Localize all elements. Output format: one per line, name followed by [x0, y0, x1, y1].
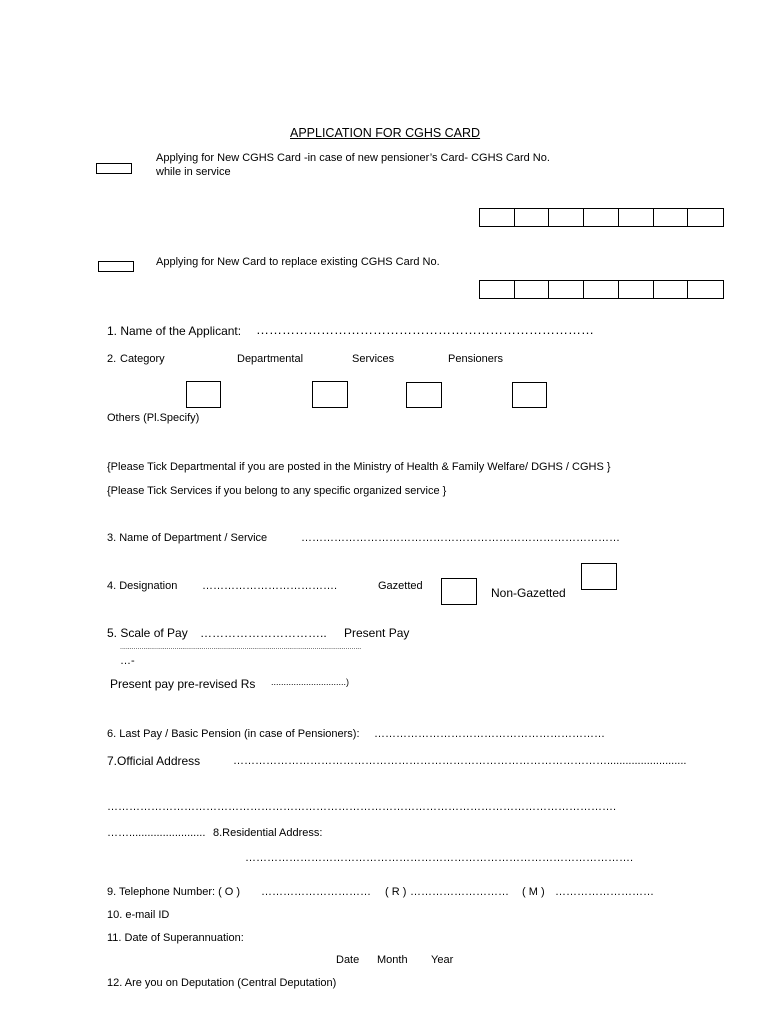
telephone-residence-label: ( R ): [385, 886, 407, 898]
pre-revised-pay-label: Present pay pre-revised Rs: [110, 677, 256, 691]
category-label: Category: [120, 353, 165, 365]
category-number: 2.: [107, 353, 117, 365]
category-others-label: Others (Pl.Specify): [107, 412, 200, 424]
scale-of-pay-field[interactable]: …………………………..: [200, 626, 327, 640]
present-pay-label: Present Pay: [344, 626, 410, 640]
telephone-label: 9. Telephone Number: ( O ): [107, 886, 241, 898]
applicant-name-label: 1. Name of the Applicant:: [107, 324, 242, 338]
card-digit-box[interactable]: [654, 281, 689, 298]
department-label: 3. Name of Department / Service: [107, 532, 268, 544]
card-digit-box[interactable]: [688, 209, 723, 226]
category-departmental-checkbox[interactable]: [186, 381, 221, 408]
card-digit-box[interactable]: [549, 209, 584, 226]
card-digit-box[interactable]: [584, 281, 619, 298]
card-digit-box[interactable]: [515, 281, 550, 298]
card-digit-box[interactable]: [688, 281, 723, 298]
gazetted-checkbox[interactable]: [441, 578, 477, 605]
category-pensioners-checkbox[interactable]: [406, 382, 442, 408]
replace-card-number-boxes[interactable]: [479, 280, 724, 299]
scale-of-pay-label: 5. Scale of Pay: [107, 626, 188, 640]
new-card-number-boxes[interactable]: [479, 208, 724, 227]
new-card-checkbox[interactable]: [96, 163, 132, 174]
category-departmental-label: Departmental: [237, 353, 304, 365]
email-label: 10. e-mail ID: [107, 909, 170, 921]
deputation-label: 12. Are you on Deputation (Central Deputation): [107, 977, 337, 989]
gazetted-label: Gazetted: [378, 580, 423, 592]
official-address-field-line2[interactable]: ………………………………………………………………………………………………………………………….: [107, 801, 617, 813]
category-services-checkbox[interactable]: [312, 381, 348, 408]
present-pay-field[interactable]: ............................................................................................................................: [120, 644, 362, 651]
category-pensioners-label: Pensioners: [448, 353, 504, 365]
non-gazetted-label: Non-Gazetted: [491, 586, 566, 600]
last-pay-field[interactable]: ………………………………………………………: [374, 728, 605, 740]
designation-field[interactable]: ……………………………….: [202, 580, 338, 592]
card-digit-box[interactable]: [584, 209, 619, 226]
card-digit-box[interactable]: [619, 281, 654, 298]
last-pay-label: 6. Last Pay / Basic Pension (in case of Pensioners):: [107, 728, 360, 740]
superannuation-date-label: Date: [336, 954, 360, 966]
superannuation-month-label: Month: [377, 954, 408, 966]
card-digit-box[interactable]: [654, 209, 689, 226]
card-digit-box[interactable]: [549, 281, 584, 298]
residential-address-field[interactable]: …………………………………………………………………………………………….: [245, 852, 634, 864]
category-others-checkbox[interactable]: [512, 382, 547, 408]
telephone-mobile-field[interactable]: ………………………: [555, 886, 654, 898]
applicant-name-field[interactable]: ……………………………………………………………………: [256, 322, 594, 337]
residential-address-label: 8.Residential Address:: [213, 827, 323, 839]
superannuation-label: 11. Date of Superannuation:: [107, 932, 244, 944]
page-title: APPLICATION FOR CGHS CARD: [290, 126, 481, 140]
designation-label: 4. Designation: [107, 580, 178, 592]
department-field[interactable]: ……………………………………………………………………………: [301, 532, 620, 544]
official-address-field-line3[interactable]: …….........................: [107, 827, 206, 839]
superannuation-year-label: Year: [431, 954, 454, 966]
note-services: {Please Tick Services if you belong to any specific organized service }: [107, 485, 447, 497]
telephone-office-field[interactable]: …………………………: [261, 886, 371, 898]
telephone-residence-field[interactable]: ………………………: [410, 886, 509, 898]
card-digit-box[interactable]: [619, 209, 654, 226]
note-departmental: {Please Tick Departmental if you are posted in the Ministry of Health & Family Welfare/ DGHS / CGHS }: [107, 461, 611, 473]
replace-card-checkbox[interactable]: [98, 261, 134, 272]
official-address-field-line1[interactable]: …………………………………………………………………………………………..........................: [233, 755, 687, 767]
card-digit-box[interactable]: [480, 209, 515, 226]
non-gazetted-checkbox[interactable]: [581, 563, 617, 590]
replace-card-label: Applying for New Card to replace existing CGHS Card No.: [156, 256, 440, 268]
card-digit-box[interactable]: [480, 281, 515, 298]
telephone-mobile-label: ( M ): [522, 886, 545, 898]
official-address-label: 7.Official Address: [107, 754, 201, 768]
category-services-label: Services: [352, 353, 395, 365]
present-pay-continuation: …-: [120, 655, 135, 667]
pre-revised-pay-field[interactable]: ..............................): [271, 677, 350, 687]
new-card-label-line2: while in service: [156, 166, 231, 178]
new-card-label-line1: Applying for New CGHS Card -in case of new pensioner’s Card- CGHS Card No.: [156, 152, 550, 164]
card-digit-box[interactable]: [515, 209, 550, 226]
